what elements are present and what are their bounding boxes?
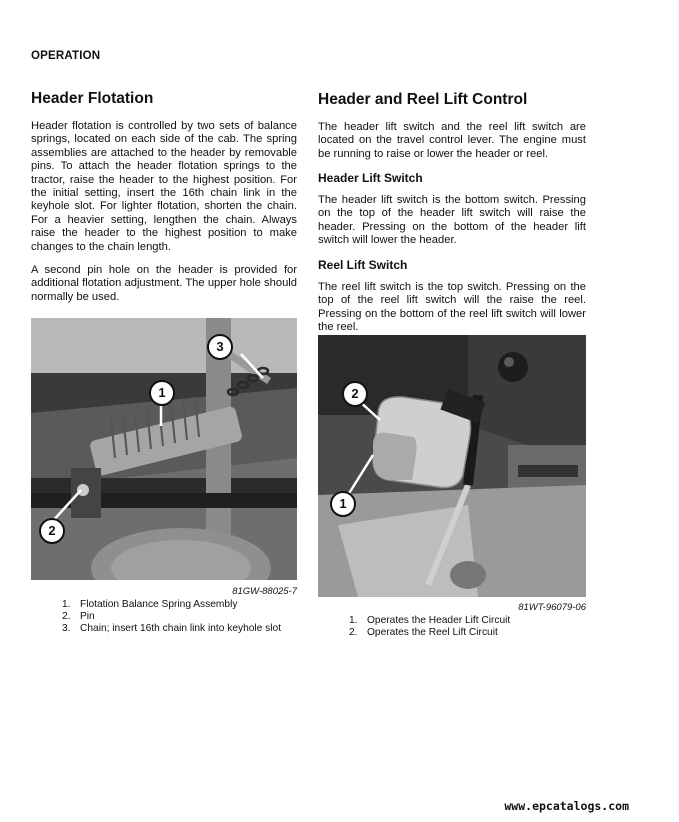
caption-item bbox=[62, 611, 302, 623]
figure-id-right: 81WT-96079-06 bbox=[518, 602, 586, 613]
caption-item bbox=[349, 615, 589, 627]
caption-item bbox=[62, 623, 302, 635]
caption-number: 2. bbox=[349, 627, 358, 639]
callout-2: 2 bbox=[342, 381, 368, 407]
reel-lift-switch-heading: Reel Lift Switch bbox=[318, 258, 408, 272]
section-label: OPERATION bbox=[31, 50, 101, 62]
header-flotation-paragraph-1: Header flotation is controlled by two sets of balance springs, located on each side of the cab. The spring assemblies are attached to the header by removable pins. To attach the header flotation springs to the tractor, raise the header to the highest position. For the initial setting, insert the 16th chain link in the keyhole slot. For lighter flotation, shorten the chain. For a heavier setting, lengthen the chain. Always raise the header to the highest position to make changes to the chain length. bbox=[31, 120, 297, 253]
header-lift-switch-heading: Header Lift Switch bbox=[318, 171, 423, 185]
header-lift-switch-text: The header lift switch is the bottom switch. Pressing on the top of the header lift switch will raise the header. Pressing on the bottom of the header lift switch will lower the header. bbox=[318, 194, 586, 247]
header-flotation-title: Header Flotation bbox=[31, 90, 154, 107]
callout-1: 1 bbox=[330, 491, 356, 517]
callout-3: 3 bbox=[207, 334, 233, 360]
caption-text: Operates the Reel Lift Circuit bbox=[367, 627, 498, 639]
lift-control-photo bbox=[318, 335, 586, 597]
callout-2: 2 bbox=[39, 518, 65, 544]
caption-list-right bbox=[349, 615, 589, 639]
callout-1: 1 bbox=[149, 380, 175, 406]
caption-number: 3. bbox=[62, 623, 71, 635]
caption-number: 1. bbox=[349, 615, 358, 626]
caption-text: Pin bbox=[80, 611, 95, 623]
caption-list-left bbox=[62, 599, 302, 636]
footer-url[interactable]: www.epcatalogs.com bbox=[504, 799, 629, 813]
header-flotation-photo bbox=[31, 318, 297, 580]
caption-number: 1. bbox=[62, 599, 71, 610]
figure-id-left: 81GW-88025-7 bbox=[232, 586, 297, 597]
header-reel-lift-title: Header and Reel Lift Control bbox=[318, 91, 528, 108]
caption-text: Flotation Balance Spring Assembly bbox=[80, 599, 238, 610]
header-flotation-paragraph-2: A second pin hole on the header is provided for additional flotation adjustment. The upper hole should normally be used. bbox=[31, 264, 297, 303]
caption-item bbox=[349, 627, 589, 639]
caption-text: Chain; insert 16th chain link into keyhole slot bbox=[80, 623, 282, 635]
lift-control-intro: The header lift switch and the reel lift switch are located on the travel control lever. The engine must be running to raise or lower the header or reel. bbox=[318, 121, 586, 160]
caption-item bbox=[62, 599, 302, 611]
reel-lift-switch-text: The reel lift switch is the top switch. Pressing on the top of the reel lift switch will the raise the reel. Pressing on the bottom of the reel lift switch will lower the reel. bbox=[318, 281, 586, 334]
caption-text: Operates the Header Lift Circuit bbox=[367, 615, 511, 626]
caption-number: 2. bbox=[62, 611, 71, 623]
